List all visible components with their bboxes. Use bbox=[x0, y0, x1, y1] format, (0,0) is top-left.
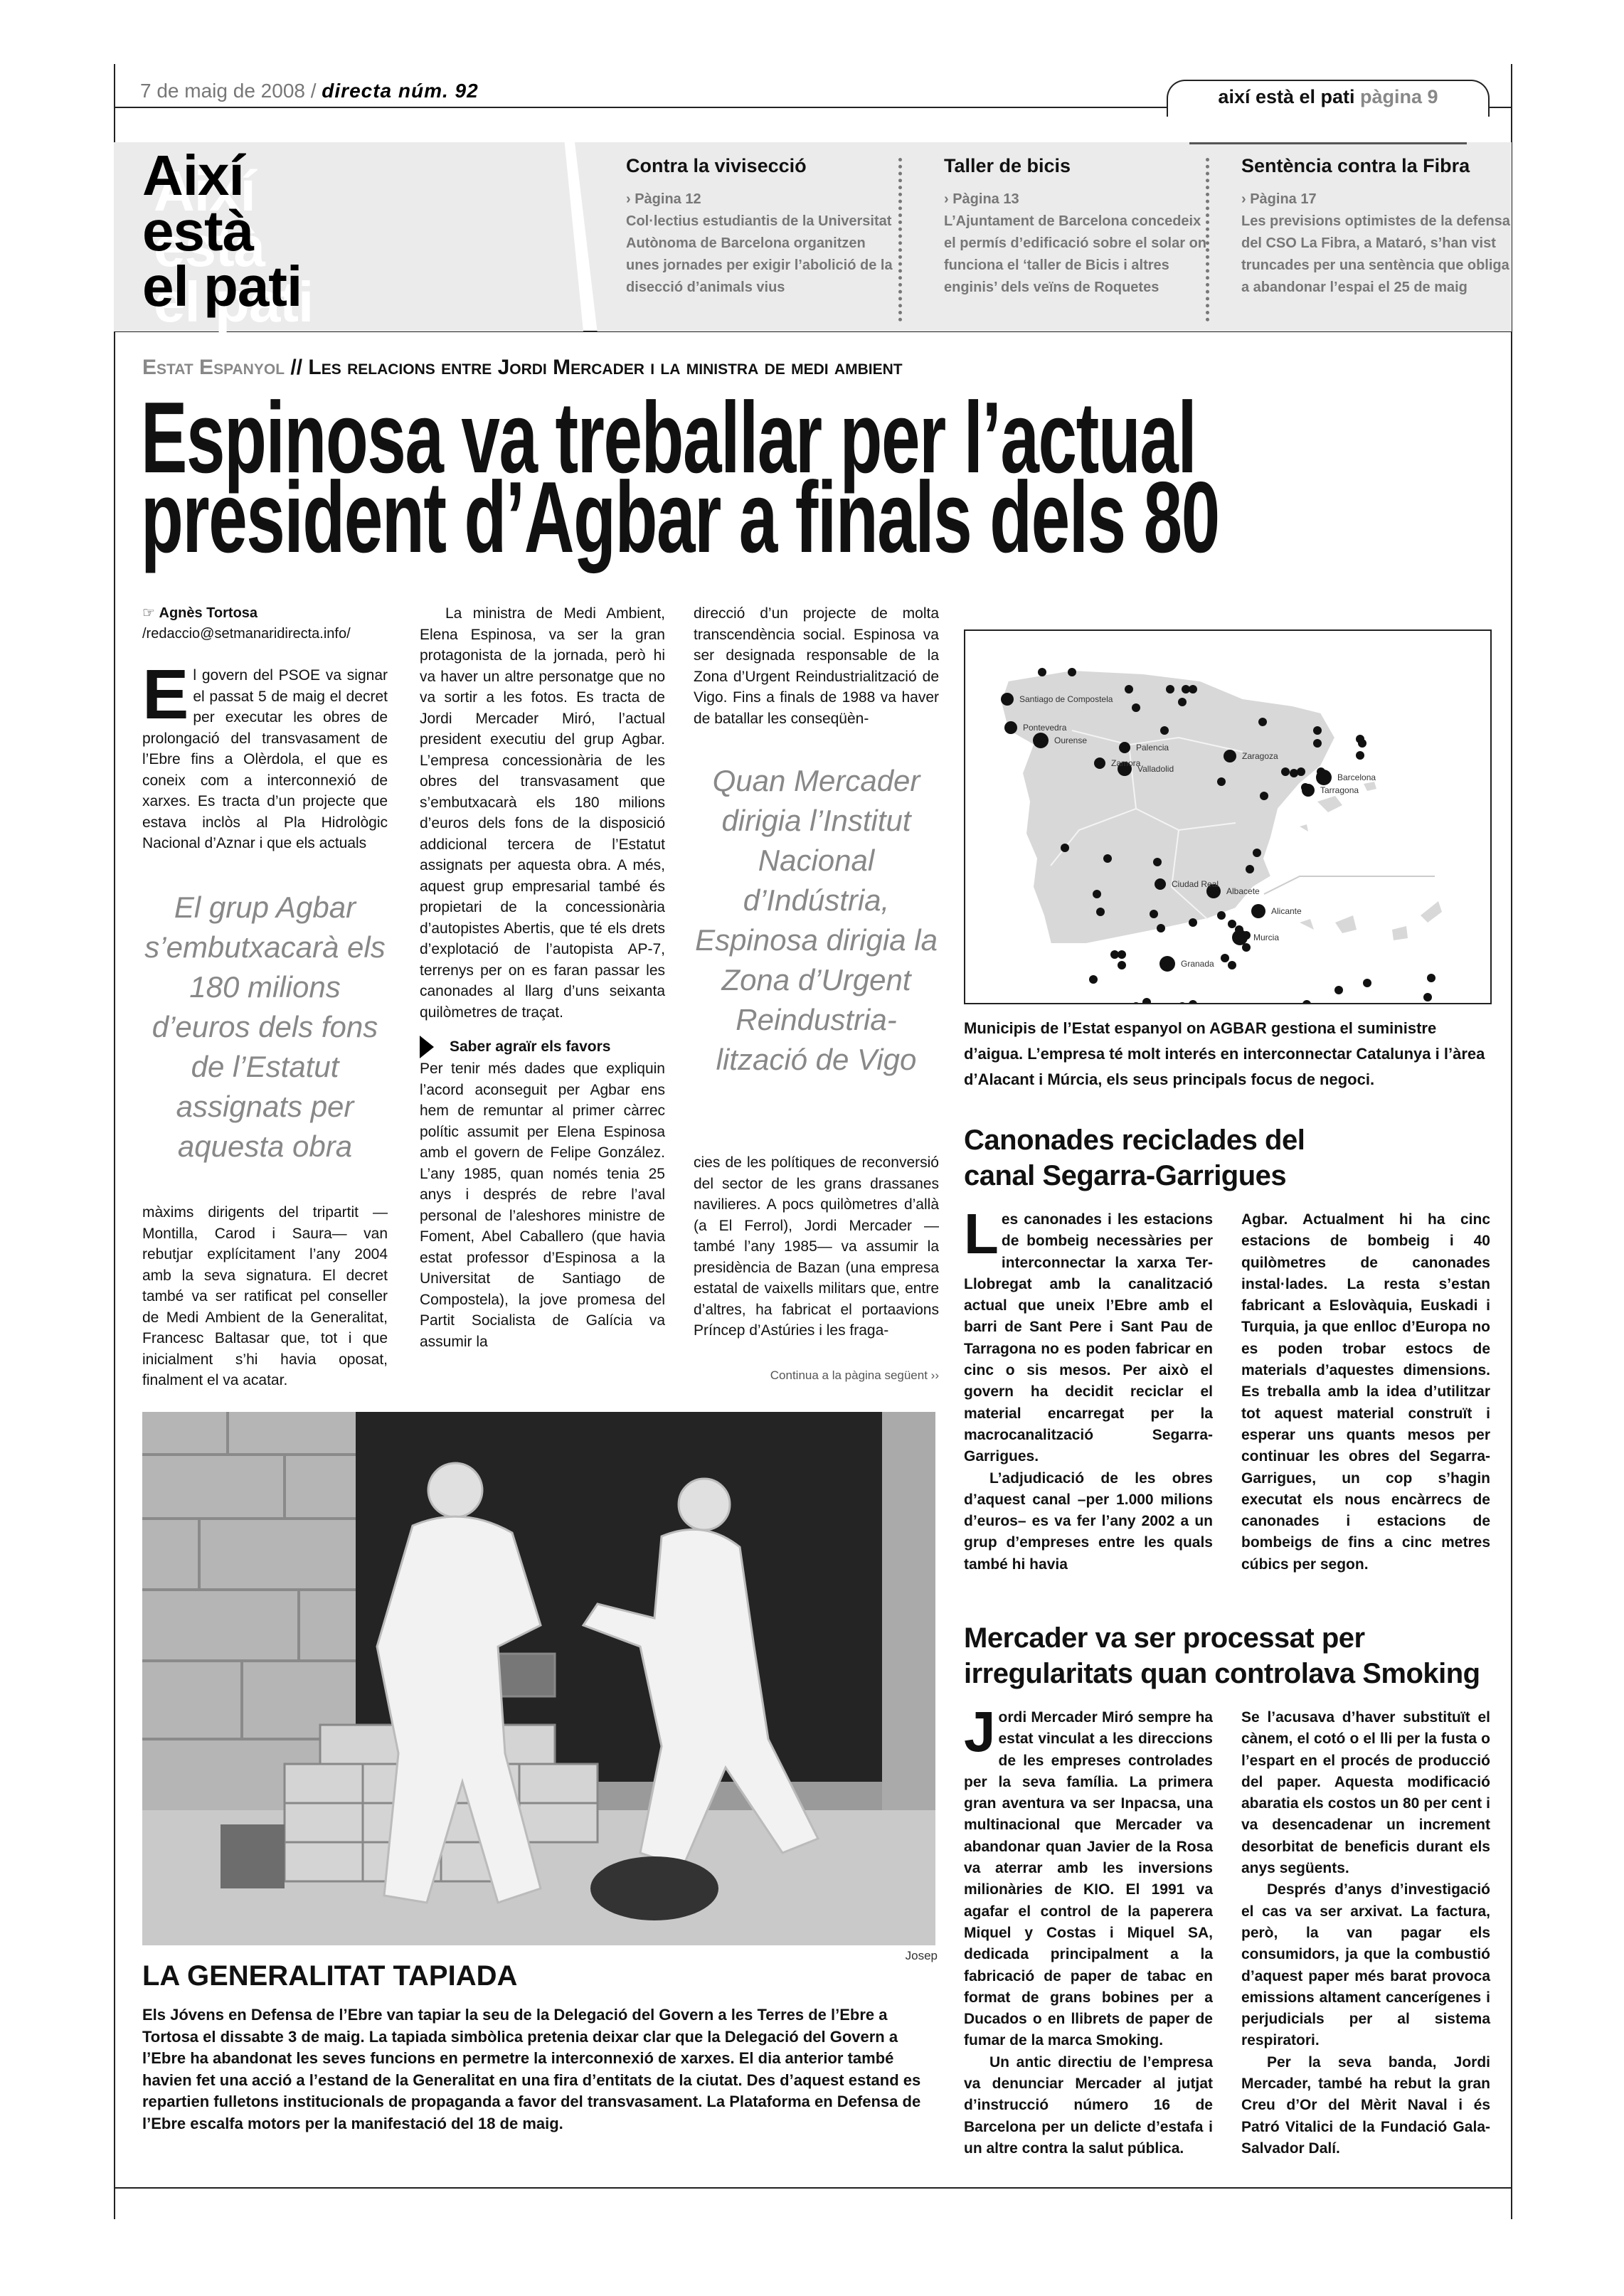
teaser-title[interactable]: Contra la vivisecció bbox=[626, 155, 807, 176]
canonades-col-left bbox=[964, 1202, 1213, 1575]
city-dot bbox=[1260, 792, 1268, 800]
body-text: Per la seva banda, Jordi Mercader, també ha rebut la gran Creu d’Or del Mèrit Naval i és Patró Vitalici de la Fundació Gala-Salvador Dalí. bbox=[1241, 2053, 1490, 2157]
main-headline bbox=[141, 381, 1219, 574]
major-city-dot bbox=[1094, 758, 1105, 769]
city-dot bbox=[1358, 739, 1366, 748]
map-caption: Municipis de l’Estat espanyol on AGBAR gestiona el suministre d’aigua. L’empresa té molt interés en interconnectar Catalunya i l’àrea d’Alacant i Múrcia, els seus principals focus de negoci. bbox=[964, 1019, 1485, 1088]
kicker-separator: // bbox=[290, 356, 303, 379]
teaser-text: Col·lectius estudiantis de la Universitat Autònoma de Barcelona organitzen unes jornades per exigir l’abolició de la disecció d’animals vius bbox=[626, 213, 893, 295]
kicker bbox=[142, 356, 903, 380]
city-dot bbox=[1228, 961, 1236, 969]
city-label: Tarragona bbox=[1320, 785, 1359, 795]
body-text: Per tenir més dades que expliquin l’acord aconseguit per Agbar ens hem de remuntar al primer càrrec polític assumit per Elena Espinosa amb el govern de Felipe González. L’any 1985, quan només tenia 25 anys i després de rebre l’aval personal de l’aleshores ministre de Foment, Abel Caballero (que havia estat professor d’Espinosa a la Universitat de Santiago de Compostela), la jove promesa del Partit Socialista de Galícia va assumir la bbox=[420, 1061, 665, 1350]
city-label: Alicante bbox=[1271, 906, 1302, 916]
body-text: Després d’anys d’investigació el cas va ser arxivat. La factura, però, la van pagar els consumidors, ja que la combustió d’aquest paper més barat provoca emissions altament cancerígenes i perjudicials per al sistema respiratori. bbox=[1241, 1881, 1490, 2049]
article-col2 bbox=[420, 603, 665, 1352]
issue-date bbox=[140, 80, 479, 102]
city-dot bbox=[1068, 668, 1076, 676]
body-text: cies de les polítiques de reconversió del sector de les grans drassanes navilieres. A pocs quilòmetres d’allà (a El Ferrol), Jordi Mercader —també l’any 1985— va assumir la presidència de Bazan (una empresa estatal de vaixells militars que, entre d’altres, ha fabricat el portaavions Príncep d’Astúries i les fraga- bbox=[694, 1154, 939, 1339]
logo-line: està bbox=[142, 199, 254, 262]
city-dot bbox=[1228, 920, 1236, 928]
teaser-title[interactable]: Sentència contra la Fibra bbox=[1241, 155, 1470, 176]
teaser-vivisection[interactable] bbox=[626, 155, 896, 299]
article-col3-bottom bbox=[694, 1152, 939, 1341]
city-dot bbox=[1363, 979, 1371, 987]
city-label: Zamora bbox=[1111, 758, 1141, 768]
headline-line: canal Segarra-Garrigues bbox=[964, 1160, 1287, 1191]
headline-line: president d’Agbar a finals dels 80 bbox=[141, 461, 1219, 574]
teaser-page[interactable]: › Pàgina 13 bbox=[944, 191, 1019, 207]
city-dot bbox=[1153, 858, 1162, 866]
subheading bbox=[420, 1036, 665, 1058]
major-city-dot bbox=[1251, 904, 1265, 918]
major-city-dot bbox=[1302, 784, 1315, 797]
band-top-accent bbox=[1189, 142, 1467, 144]
city-dot bbox=[1150, 910, 1158, 918]
page-tab bbox=[1167, 80, 1490, 117]
canonades-headline bbox=[964, 1122, 1504, 1194]
city-dot bbox=[1157, 924, 1165, 932]
pull-quote: El grup Agbar s’embutxacarà els 180 milions d’euros dels fons de l’Estatut assignats per aquesta obra bbox=[144, 891, 386, 1163]
body-text: ordi Mercader Miró sempre ha estat vinculat a les direccions de les empreses controlades per la seva família. La primera gran aventura va ser Inpacsa, una multinacional que Mercader va abandonar quan Javier de la Rosa va aterrar amb les inversions milionàries de KIO. El 1991 va agafar el control de la paperera Miquel y Costas i Miquel SA, dedicada principalment a la fabricació de paper de tabac en format de grans bobines per a Ducados o en llibrets de paper de fumar de la marca Smoking. bbox=[964, 1709, 1213, 2049]
city-dot bbox=[1142, 998, 1151, 1003]
city-dot bbox=[1110, 950, 1119, 959]
city-label: Valladolid bbox=[1137, 764, 1174, 774]
teaser-text: L’Ajuntament de Barcelona concedeix el permís d’edificació sobre el solar on funciona el ‘taller de Bicis i altres enginis’ dels veïns de Roquetes bbox=[944, 213, 1207, 295]
city-label: Pontevedra bbox=[1023, 723, 1067, 733]
canonades-col-right bbox=[1241, 1209, 1490, 1575]
city-dot bbox=[1166, 685, 1174, 693]
city-dot bbox=[1253, 849, 1261, 857]
body-text: Agbar. Actualment hi ha cinc estacions de bombeig i 40 quilòmetres de canonades instal·lades. La resta s’estan fabricant a Eslovàquia, Euskadi i Turquia, ja que enlloc d’Europa no es poden trobar estocs de materials d’aquestes dimensions. Es treballa amb la idea d’utilitzar tot aquest material construït i esperar uns quants mesos per continuar les obres del Segarra-Garrigues, un cop s’hagin executat els nous encàrrecs de canonades i estacions de bombeigs de fins a cinc metres cúbics per segon. bbox=[1241, 1211, 1490, 1573]
city-dot bbox=[1258, 718, 1267, 726]
logo-line: el pati bbox=[142, 255, 302, 318]
body-text: màxims dirigents del tripartit —Montilla, Carod i Saura— van rebutjar explícitament l’any 2004 amb la seva signatura. El decret també va ser ratificat pel conseller de Medi Ambient de la Generalitat, Francesc Baltasar que, tot i que inicialment s’hi havia oposat, finalment el va acatar. bbox=[142, 1204, 388, 1388]
city-dot bbox=[1334, 986, 1343, 994]
left-margin-rule bbox=[114, 64, 115, 2219]
city-dot bbox=[1038, 668, 1046, 676]
pointing-hand-icon: ☞ bbox=[142, 605, 155, 621]
drop-cap: L bbox=[964, 1202, 999, 1265]
logo-line: Així bbox=[142, 144, 244, 207]
city-dot bbox=[1089, 975, 1098, 984]
city-label: Barcelona bbox=[1337, 772, 1376, 782]
continue-link[interactable]: Continua a la pàgina següent ›› bbox=[770, 1368, 939, 1382]
author-name: Agnès Tortosa bbox=[159, 605, 258, 621]
major-city-dot bbox=[1159, 956, 1175, 972]
city-dot bbox=[1160, 726, 1169, 735]
teaser-page[interactable]: › Pàgina 12 bbox=[626, 191, 701, 207]
city-dot bbox=[1281, 767, 1290, 776]
major-city-dot bbox=[1232, 930, 1248, 945]
major-city-dot bbox=[1001, 693, 1014, 706]
city-dot bbox=[1427, 974, 1435, 982]
major-city-dot bbox=[1316, 770, 1332, 785]
right-margin-rule bbox=[1511, 64, 1512, 2219]
city-dot bbox=[1423, 993, 1432, 1001]
city-dot bbox=[1189, 918, 1197, 927]
city-label: Granada bbox=[1181, 959, 1214, 969]
protest-photo bbox=[142, 1412, 935, 1945]
body-text: Un antic directiu de l’empresa va denunciar Mercader al jutjat d’instrucció número 16 de Barcelona per un delicte d’estafa i un altre contra la salut pública. bbox=[964, 2053, 1213, 2157]
drop-cap: E bbox=[142, 655, 189, 733]
city-dot bbox=[1221, 954, 1229, 962]
city-dot bbox=[1118, 961, 1126, 969]
headline-line: Espinosa va treballar per l’actual bbox=[141, 381, 1196, 494]
bottom-rule bbox=[114, 2187, 1512, 2189]
headline-line: Mercader va ser processat per bbox=[964, 1622, 1365, 1654]
triangle-icon bbox=[420, 1036, 434, 1058]
city-dot bbox=[1178, 698, 1187, 706]
teaser-bicycles[interactable] bbox=[944, 155, 1214, 299]
iberia-shape bbox=[1001, 670, 1335, 944]
photo-credit: Josep bbox=[905, 1949, 938, 1962]
mercader-col-left bbox=[964, 1700, 1213, 2159]
photo-story-title: LA GENERALITAT TAPIADA bbox=[142, 1960, 518, 1992]
teaser-divider bbox=[1206, 158, 1209, 321]
body-text: l govern del PSOE va signar el passat 5 de maig el decret per executar les obres de prolongació del transvasament de l’Ebre fins a Olèrdola, el que es coneix com a interconnexió de xarxes. Es tracta d’un projecte que estava inclòs al Pla Hidrològic Nacional d’Aznar i que els actuals bbox=[142, 667, 388, 851]
major-city-dot bbox=[1033, 733, 1049, 748]
agbar-map bbox=[964, 629, 1492, 1004]
city-label: Murcia bbox=[1253, 932, 1280, 942]
city-label: Albacete bbox=[1226, 886, 1260, 896]
drop-cap: J bbox=[964, 1700, 996, 1763]
headline-line: irregularitats quan controlava Smoking bbox=[964, 1658, 1480, 1689]
city-dot bbox=[1132, 1002, 1140, 1003]
canary-inset-border bbox=[1264, 876, 1435, 894]
section-name: així està el pati bbox=[1218, 86, 1355, 107]
major-city-dot bbox=[1155, 878, 1166, 890]
section-logo bbox=[142, 144, 302, 318]
body-text: direcció d’un projecte de molta transcendència social. Espinosa va ser designada responsable de la Zona d’Urgent Reindustrialització de Vigo. Fins a finals de 1988 va haver de batallar les conseqüèn- bbox=[694, 605, 939, 727]
brick-stack bbox=[221, 1824, 285, 1888]
city-dot bbox=[1189, 685, 1197, 693]
city-label: Ourense bbox=[1054, 735, 1088, 745]
article-col3-top bbox=[694, 603, 939, 729]
city-dot bbox=[1093, 890, 1101, 898]
body-text: L’adjudicació de les obres d’aquest canal –per 1.000 milions d’euros– es va fer l’any 2002 a un grup d’empreses entre les quals també hi havia bbox=[964, 1469, 1213, 1573]
teaser-title[interactable]: Taller de bicis bbox=[944, 155, 1071, 176]
city-dot bbox=[1246, 865, 1254, 873]
city-dot bbox=[1217, 777, 1226, 786]
kicker-section: Estat Espanyol bbox=[142, 356, 285, 379]
headline-line: Canonades reciclades del bbox=[964, 1125, 1305, 1156]
bucket bbox=[590, 1856, 718, 1920]
photo-story-text: Els Jóvens en Defensa de l’Ebre van tapiar la seu de la Delegació del Govern a les Terres de l’Ebre a Tortosa el dissabte 3 de maig. La tapiada simbòlica pretenia deixar clar que la Delegació del Govern a l’Ebre ha abandonat les seves funcions en permetre la interconnexió de xarxes. El dia anterior també havien fet una acció a l’estand de la Generalitat en una fira d’entitats de la ciutat. Des d’aquest estand es repartien fulletons institucionals de propaganda a favor del transvasament. La Plataforma en Defensa de l’Ebre escalfa motors per la manifestació del 18 de maig. bbox=[142, 2006, 921, 2132]
major-city-dot bbox=[1224, 750, 1236, 762]
teaser-divider bbox=[898, 158, 902, 321]
teaser-fibra[interactable] bbox=[1241, 155, 1512, 299]
subheading-text: Saber agraïr els favors bbox=[450, 1038, 611, 1056]
city-dot bbox=[1217, 911, 1226, 920]
issue-number: directa núm. 92 bbox=[322, 80, 479, 102]
city-dot bbox=[1096, 908, 1105, 916]
kicker-topic: Les relacions entre Jordi Mercader i la ministra de medi ambient bbox=[308, 356, 903, 379]
city-dot bbox=[1297, 767, 1305, 776]
pull-quote: Quan Mercader dirigia l’Institut Nacional d’Indústria, Espinosa dirigia la Zona d’Urgent Reindustria-lització de Vigo bbox=[695, 764, 938, 1076]
canary-islands bbox=[1300, 901, 1442, 940]
city-dot bbox=[1189, 1000, 1197, 1003]
city-dot bbox=[1313, 726, 1322, 735]
body-text: Se l’acusava d’haver substituït el cànem, el cotó o el lli per la fusta o l’espart en el procés de producció del paper. Aquesta modificació abaratia els costos un 80 per cent i va desencadenar un increment desorbitat de beneficis durant els anys següents. bbox=[1241, 1709, 1490, 1877]
city-dot bbox=[1061, 844, 1069, 852]
photo-workers-bricking-door bbox=[142, 1412, 935, 1945]
city-dot bbox=[1302, 1000, 1311, 1003]
mercader-col-right bbox=[1241, 1707, 1490, 2159]
article-col1-bottom bbox=[142, 1202, 388, 1391]
city-dot bbox=[1103, 854, 1112, 863]
date-text: 7 de maig de 2008 / bbox=[140, 80, 317, 102]
city-label: Santiago de Compostela bbox=[1019, 694, 1113, 704]
body-text: La ministra de Medi Ambient, Elena Espinosa, va ser la gran protagonista de la jornada, però hi va haver un altre personatge que no va sortir a les fotos. Es tracta de Jordi Mercader Miró, l’actual president executiu del grup Agbar. L’empresa concessionària de les obres del transvasament que s’embutxacarà els 180 milions d’euros dels fons de la disposició addicional tercera de l’Estatut assignats per aquesta obra. A més, aquest grup empresarial també és propietari de la concessionària d’autopistes Abertis, que té els drets d’explotació de l’autopista AP-7, terrenys per on es faran passar les canonades al llarg d’uns seixanta quilòmetres de traçat. bbox=[420, 605, 665, 1021]
city-dot bbox=[1313, 739, 1322, 748]
article-col1-top bbox=[142, 655, 388, 854]
teaser-text: Les previsions optimistes de la defensa del CSO La Fibra, a Mataró, s’han vist truncades per una sentència que obliga a abandonar l’espai el 25 de maig bbox=[1241, 213, 1510, 295]
city-dot bbox=[1356, 751, 1364, 760]
major-city-dot bbox=[1004, 721, 1017, 734]
body-text: es canonades i les estacions de bombeig necessàries per interconnectar la xarxa Ter-Llobregat amb la canalització actual que uneix l’Ebre amb el barri de Sant Pere i Sant Pau de Tarragona no es poden fabricar en cinc o sis mesos. Per això el govern ha decidit reciclar el material encarregat per la macrocanalització Segarra-Garrigues. bbox=[964, 1211, 1213, 1465]
author-email[interactable]: /redaccio@setmanaridirecta.info/ bbox=[142, 626, 351, 642]
major-city-dot bbox=[1119, 742, 1130, 753]
mercader-headline bbox=[964, 1620, 1504, 1691]
city-dot bbox=[1178, 1002, 1187, 1003]
city-label: Palencia bbox=[1136, 743, 1169, 753]
spain-map-graphic bbox=[965, 631, 1490, 1003]
teaser-page[interactable]: › Pàgina 17 bbox=[1241, 191, 1317, 207]
city-dot bbox=[1290, 769, 1298, 777]
city-label: Zaragoza bbox=[1242, 751, 1278, 761]
byline bbox=[142, 603, 388, 644]
city-dot bbox=[1132, 703, 1140, 712]
city-label: Ciudad Real bbox=[1172, 879, 1219, 889]
page-number: pàgina 9 bbox=[1360, 86, 1438, 107]
city-dot bbox=[1125, 685, 1133, 693]
